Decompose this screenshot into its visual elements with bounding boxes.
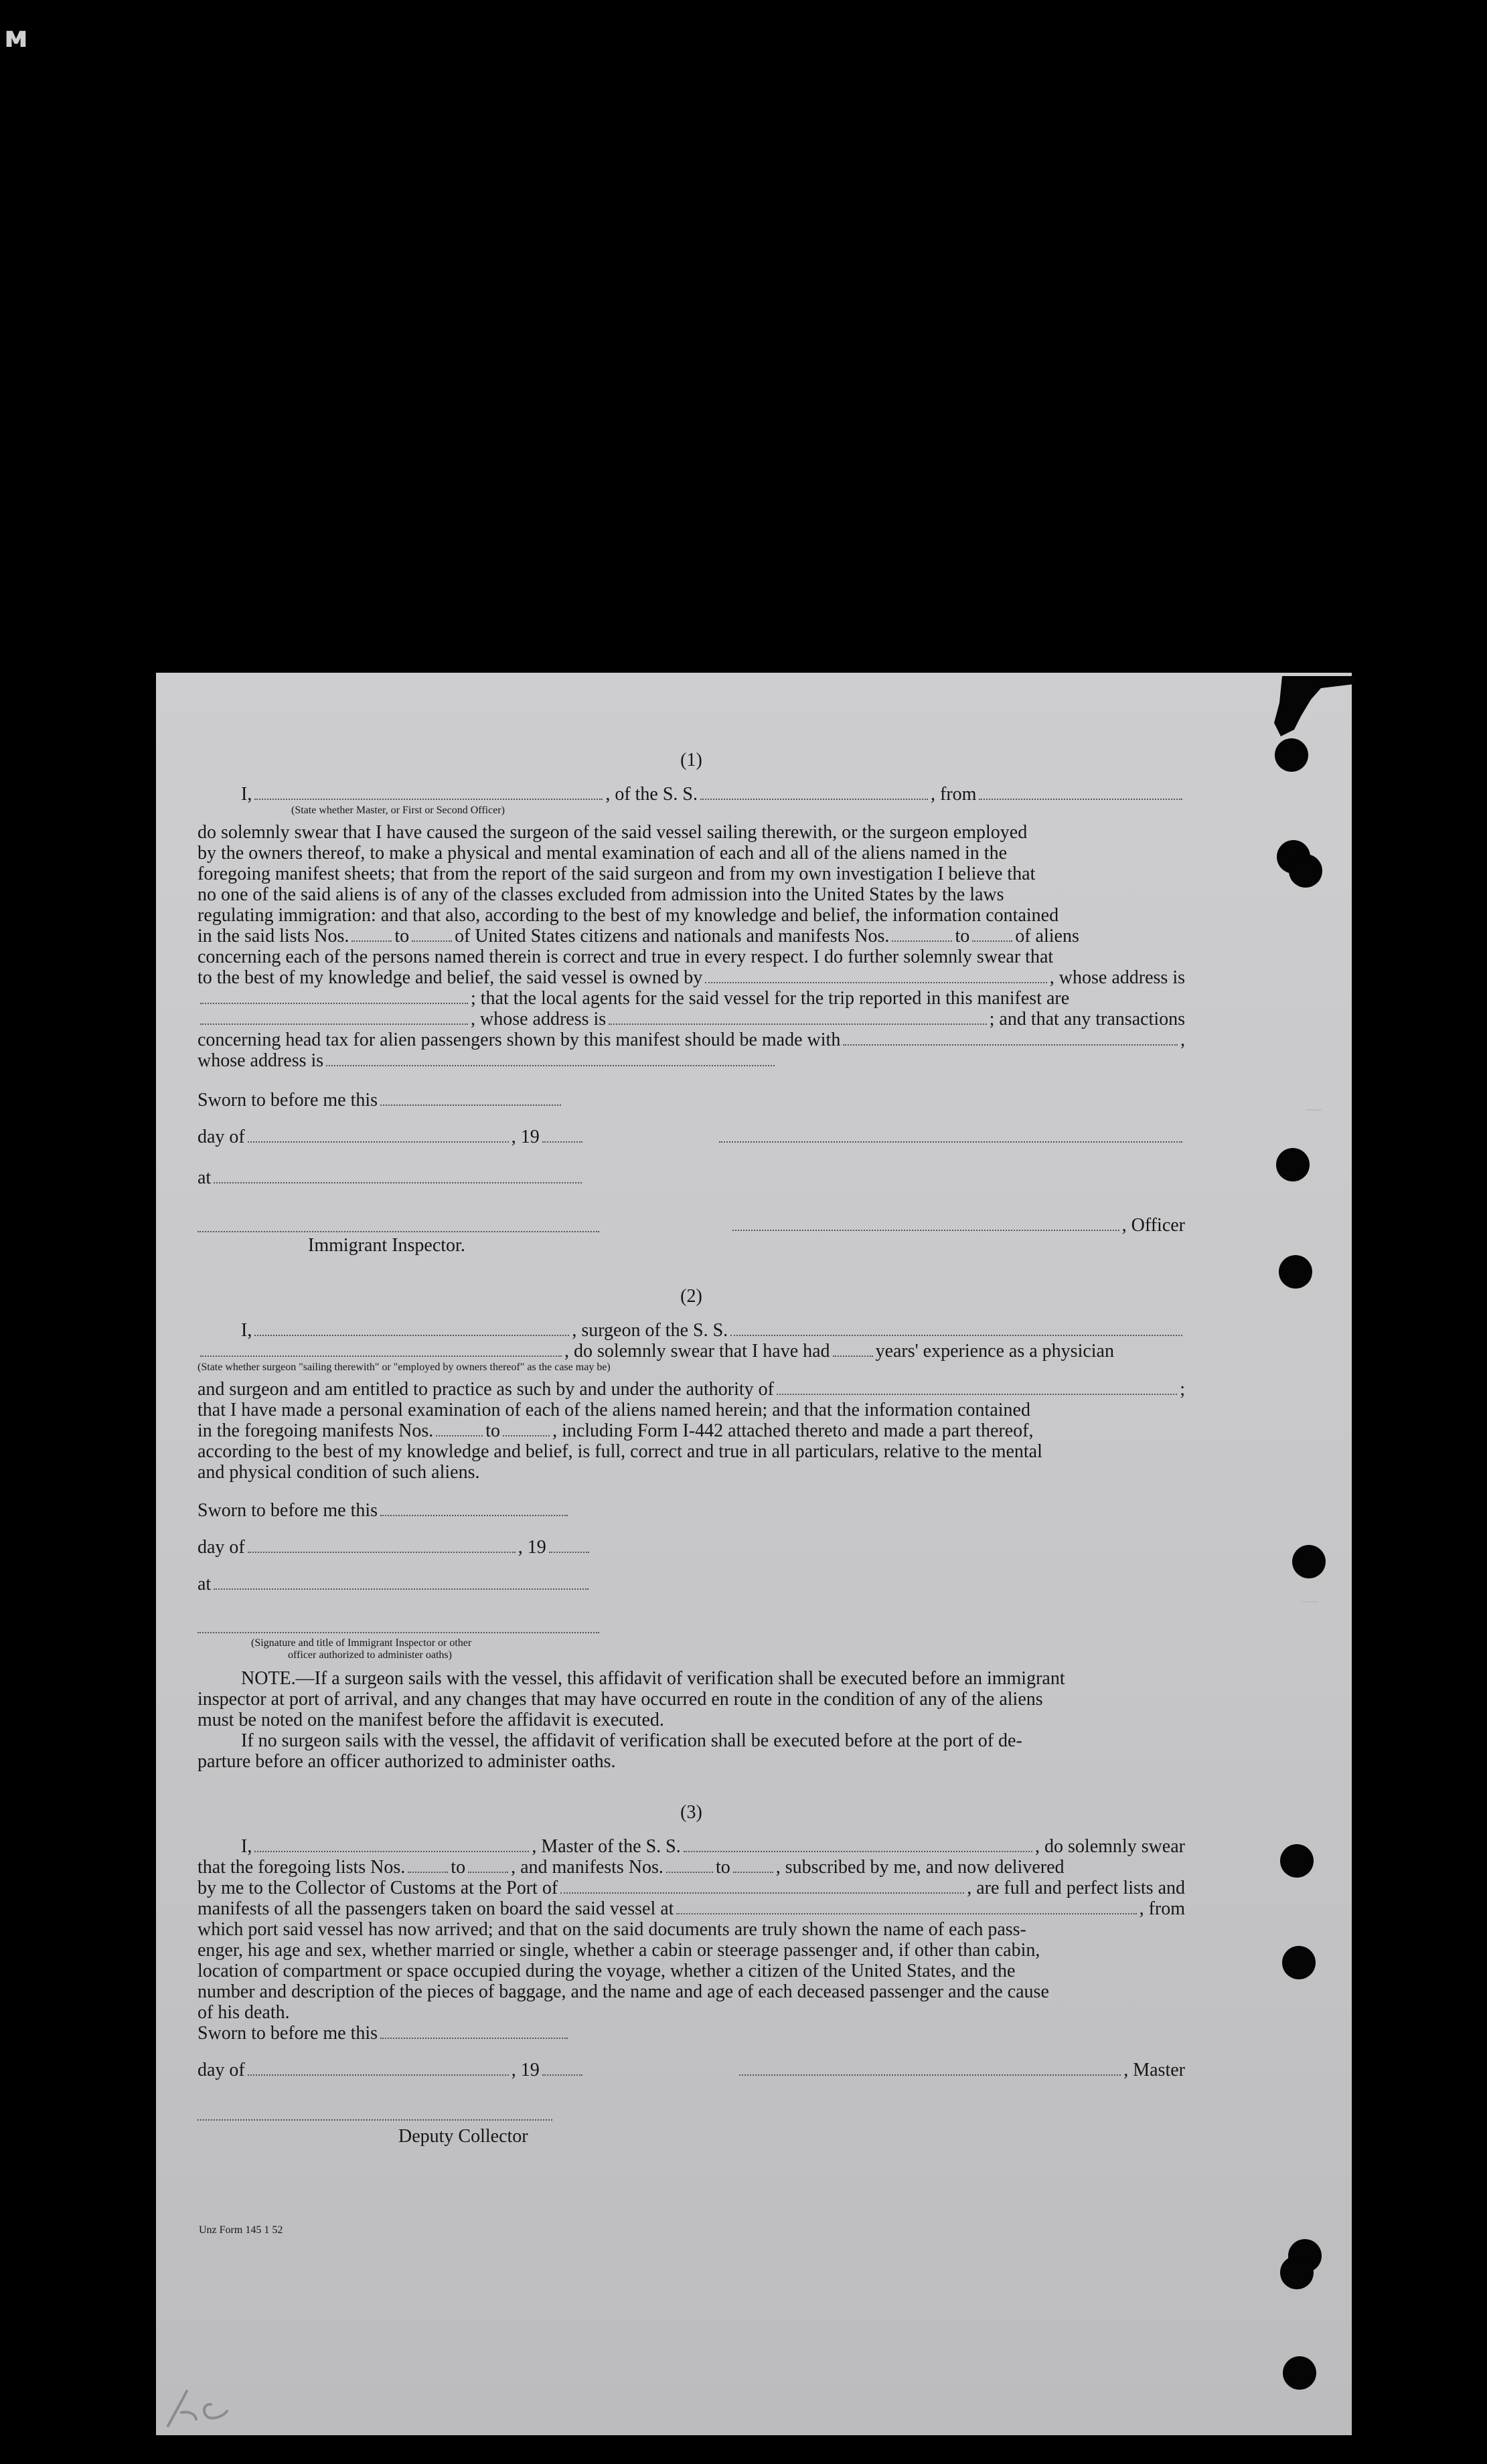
port-field[interactable]: [560, 1878, 964, 1894]
section-3: [198, 1802, 1185, 2147]
manifests-to-field[interactable]: [503, 1420, 550, 1436]
note-line: NOTE.—If a surgeon sails with the vessel, this affidavit of verification shall be executed before an immigrant: [241, 1668, 1065, 1689]
label-to: to: [715, 1857, 730, 1878]
punch-hole: [1280, 2256, 1314, 2289]
vessel-name-field[interactable]: [730, 1320, 1182, 1336]
note-line: parture before an officer authorized to administer oaths.: [198, 1751, 616, 1772]
inspector-label: Immigrant Inspector.: [308, 1235, 465, 1256]
body-line: of his death.: [198, 2002, 290, 2023]
master-signature-field[interactable]: [739, 2060, 1121, 2076]
master-name-field[interactable]: [254, 1836, 529, 1852]
section-1: [198, 750, 1185, 1256]
section-number: (3): [680, 1802, 702, 1823]
label-transactions: ; and that any transactions: [989, 1009, 1185, 1030]
owner-field[interactable]: [705, 967, 1047, 983]
punch-hole: [1276, 1148, 1310, 1181]
label-local-agents: ; that the local agents for the said vessel for the trip reported in this manifest are: [471, 988, 1070, 1009]
label-sworn: Sworn to before me this: [198, 1500, 378, 1521]
label-citizens: of United States citizens and nationals and manifests Nos.: [455, 926, 890, 947]
body-line: according to the best of my knowledge and belief, is full, correct and true in all particulars, relative to the mental: [198, 1441, 1042, 1462]
label-master: , Master: [1123, 2060, 1185, 2080]
label-and-manifests: , and manifests Nos.: [511, 1857, 663, 1878]
month-field[interactable]: [248, 2060, 509, 2076]
label-of-aliens: of aliens: [1015, 926, 1079, 947]
label-including: , including Form I-442 attached thereto and made a part thereof,: [552, 1420, 1034, 1441]
semicolon: ;: [1180, 1379, 1185, 1400]
section-number: (1): [680, 750, 702, 770]
place-field[interactable]: [214, 1574, 589, 1590]
label-day-of: day of: [198, 1127, 245, 1147]
note-line: must be noted on the manifest before the affidavit is executed.: [198, 1710, 664, 1730]
body-line: by the owners thereof, to make a physical and mental examination of each and all of the aliens named in the: [198, 843, 1008, 864]
punch-hole: [1283, 2356, 1316, 2390]
comma: ,: [1180, 1030, 1185, 1050]
label-at: at: [198, 1167, 212, 1188]
manifests-from-field[interactable]: [436, 1420, 483, 1436]
month-field[interactable]: [248, 1537, 516, 1553]
label-taken-on-board: manifests of all the passengers taken on board the said vessel at: [198, 1898, 674, 1919]
label-subscribed: , subscribed by me, and now delivered: [775, 1857, 1065, 1878]
handwritten-mark: [163, 2384, 250, 2431]
form-number: Unz Form 145 1 52: [199, 2224, 283, 2236]
sworn-day-field[interactable]: [380, 1500, 568, 1516]
label-to: to: [955, 926, 970, 947]
collector-signature-field[interactable]: [198, 2105, 552, 2121]
edge-tick: [1306, 1109, 1322, 1111]
owner-address-field[interactable]: [200, 988, 468, 1004]
label-from: , from: [1139, 1898, 1185, 1919]
punch-hole: [1279, 1255, 1312, 1289]
punch-hole: [1289, 854, 1322, 888]
edge-tick: [1302, 1601, 1318, 1603]
label-sworn: Sworn to before me this: [198, 1090, 378, 1111]
year-field[interactable]: [542, 2060, 582, 2076]
note-line: If no surgeon sails with the vessel, the affidavit of verification shall be executed before at the port of de-: [241, 1730, 1022, 1751]
body-line: enger, his age and sex, whether married or single, whether a cabin or steerage passenger and, if other than cabin,: [198, 1940, 1040, 1961]
label-foregoing: that the foregoing lists Nos.: [198, 1857, 406, 1878]
vessel-name-field[interactable]: [684, 1836, 1032, 1852]
authority-field[interactable]: [777, 1379, 1177, 1395]
label-head-tax: concerning head tax for alien passengers shown by this manifest should be made with: [198, 1030, 841, 1050]
lists-to-field[interactable]: [468, 1857, 508, 1873]
label-owned-by: to the best of my knowledge and belief, the said vessel is owned by: [198, 967, 703, 988]
years-field[interactable]: [833, 1341, 873, 1357]
year-field[interactable]: [542, 1127, 582, 1143]
note-line: inspector at port of arrival, and any changes that may have occurred en route in the condition of any of the aliens: [198, 1689, 1043, 1710]
label-master-of: , Master of the S. S.: [532, 1836, 681, 1857]
surgeon-type-field[interactable]: [200, 1341, 562, 1357]
label-19: , 19: [518, 1537, 546, 1558]
label-do-swear: , do solemnly swear that I have had: [564, 1341, 830, 1362]
torn-corner-mark: [1274, 676, 1354, 736]
from-port-field[interactable]: [979, 784, 1182, 800]
sworn-day-field[interactable]: [380, 2023, 568, 2039]
head-tax-field[interactable]: [843, 1030, 1178, 1046]
punch-hole: [1280, 1844, 1314, 1878]
label-whose-address: , whose address is: [471, 1009, 607, 1030]
corner-mark: ᴍ: [4, 20, 28, 54]
head-tax-address-field[interactable]: [326, 1050, 775, 1066]
body-line: foregoing manifest sheets; that from the report of the said surgeon and from my own investigation I believe that: [198, 864, 1036, 884]
punch-hole: [1292, 1545, 1326, 1578]
label-to: to: [451, 1857, 466, 1878]
section-2: [198, 1286, 1185, 1772]
label-to: to: [394, 926, 410, 947]
label-day-of: day of: [198, 2060, 245, 2080]
label-full-lists: , are full and perfect lists and: [967, 1878, 1185, 1898]
manifests-from-field[interactable]: [892, 926, 952, 942]
label-at: at: [198, 1574, 212, 1594]
signature-note: officer authorized to administer oaths): [288, 1649, 452, 1661]
body-line: which port said vessel has now arrived; and that on the said documents are truly shown the name of each pass-: [198, 1919, 1026, 1940]
label-officer: , Officer: [1121, 1215, 1185, 1236]
manifests-from-field[interactable]: [666, 1857, 713, 1873]
label-19: , 19: [511, 2060, 540, 2080]
officer-title-field[interactable]: [732, 1215, 1119, 1231]
officer-note: (State whether Master, or First or Second Officer): [291, 805, 505, 816]
label-i: I,: [241, 1320, 252, 1341]
month-field[interactable]: [248, 1127, 509, 1143]
vessel-name-field[interactable]: [700, 784, 928, 800]
body-line: do solemnly swear that I have caused the surgeon of the said vessel sailing therewith, or the surgeon employed: [198, 822, 1028, 843]
surgeon-name-field[interactable]: [254, 1320, 569, 1336]
lists-from-field[interactable]: [351, 926, 392, 942]
body-line: number and description of the pieces of baggage, and the name and age of each deceased passenger and the cause: [198, 1981, 1049, 2002]
label-19: , 19: [511, 1127, 540, 1147]
label-collector: by me to the Collector of Customs at the Port of: [198, 1878, 558, 1898]
boarding-port-field[interactable]: [676, 1898, 1136, 1914]
label-i: I,: [241, 784, 252, 805]
deputy-collector-label: Deputy Collector: [398, 2126, 528, 2147]
label-authority: and surgeon and am entitled to practice as such by and under the authority of: [198, 1379, 774, 1400]
inspector-signature-field[interactable]: [198, 1617, 599, 1633]
officer-name-field[interactable]: [254, 784, 603, 800]
label-lists-nos: in the said lists Nos.: [198, 926, 349, 947]
inspector-signature-field[interactable]: [198, 1216, 599, 1232]
body-line: and physical condition of such aliens.: [198, 1462, 480, 1483]
body-line: regulating immigration: and that also, according to the best of my knowledge and belief, the information contained: [198, 905, 1059, 926]
agents-address-field[interactable]: [609, 1009, 986, 1025]
punch-hole: [1275, 738, 1308, 772]
officer-signature-field[interactable]: [719, 1127, 1182, 1143]
punch-hole: [1282, 1946, 1316, 1979]
label-of-ss: , of the S. S.: [605, 784, 698, 805]
label-whose-address: whose address is: [198, 1050, 324, 1071]
affidavit-content: [198, 750, 1185, 2147]
body-line: that I have made a personal examination of each of the aliens named herein; and that the information contained: [198, 1400, 1030, 1420]
body-line: location of compartment or space occupied during the voyage, whether a citizen of the United States, and the: [198, 1961, 1016, 1981]
manifests-to-field[interactable]: [733, 1857, 773, 1873]
label-whose-address: , whose address is: [1049, 967, 1185, 988]
label-from: , from: [931, 784, 977, 805]
sworn-day-field[interactable]: [380, 1090, 561, 1106]
signature-note: (Signature and title of Immigrant Inspector or other: [251, 1637, 472, 1649]
lists-to-field[interactable]: [412, 926, 452, 942]
manifests-to-field[interactable]: [972, 926, 1012, 942]
label-day-of: day of: [198, 1537, 245, 1558]
label-to: to: [485, 1420, 501, 1441]
label-years: years' experience as a physician: [875, 1341, 1114, 1362]
year-field[interactable]: [549, 1537, 589, 1553]
label-sworn: Sworn to before me this: [198, 2023, 378, 2044]
section-number: (2): [680, 1286, 702, 1307]
label-manifests-nos: in the foregoing manifests Nos.: [198, 1420, 434, 1441]
label-i: I,: [241, 1836, 252, 1857]
body-line: concerning each of the persons named therein is correct and true in every respect. I do further solemnly swear that: [198, 947, 1054, 967]
place-field[interactable]: [214, 1167, 582, 1183]
surgeon-note: (State whether surgeon "sailing therewith" or "employed by owners thereof" as the case may be): [198, 1362, 611, 1373]
body-line: no one of the said aliens is of any of the classes excluded from admission into the United States by the laws: [198, 884, 1004, 905]
agents-field[interactable]: [200, 1009, 468, 1025]
lists-from-field[interactable]: [408, 1857, 448, 1873]
label-do-swear: , do solemnly swear: [1035, 1836, 1185, 1857]
label-surgeon-of: , surgeon of the S. S.: [572, 1320, 728, 1341]
